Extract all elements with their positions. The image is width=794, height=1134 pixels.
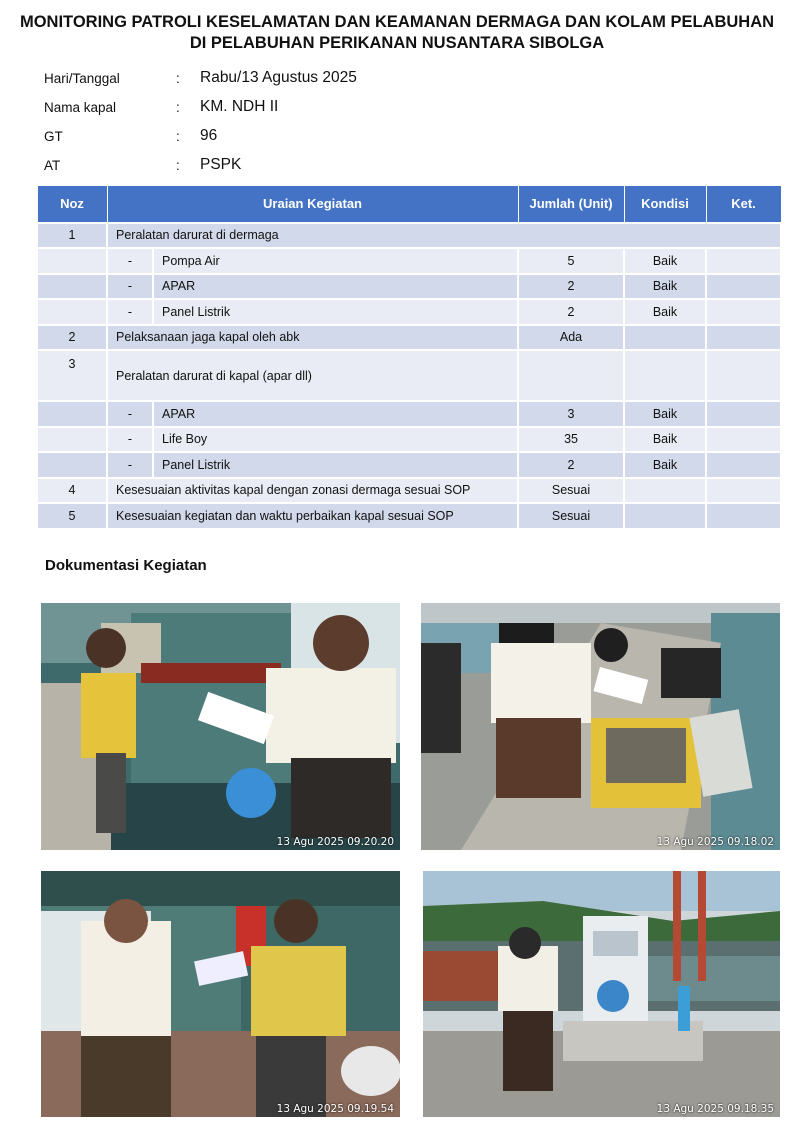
cell-ket [706, 427, 781, 453]
photo-crew-interview [41, 871, 400, 1117]
info-value: PSPK [200, 156, 242, 173]
info-value: Rabu/13 Agustus 2025 [200, 69, 357, 86]
monitoring-table [36, 185, 782, 530]
header-uraian: Uraian Kegiatan [107, 186, 518, 223]
cell-no [37, 299, 107, 325]
cell-kondisi [624, 503, 706, 529]
vessel-info [44, 66, 544, 182]
cell-jumlah: Sesuai [518, 503, 624, 529]
table-row [37, 478, 781, 504]
documentation-title: Dokumentasi Kegiatan [45, 557, 207, 574]
cell-jumlah [518, 350, 624, 401]
photo-dock-inspection [421, 603, 780, 850]
table-header-row [37, 186, 781, 223]
cell-item: Panel Listrik [153, 452, 518, 478]
cell-kondisi: Baik [624, 274, 706, 300]
photo-crew-interview-image [41, 871, 400, 1117]
cell-ket [706, 503, 781, 529]
cell-jumlah: 2 [518, 274, 624, 300]
cell-dash: - [107, 427, 153, 453]
cell-jumlah: Sesuai [518, 478, 624, 504]
cell-no [37, 452, 107, 478]
info-row-gt [44, 124, 544, 153]
photo-cabin-inspection [41, 603, 400, 850]
cell-kondisi: Baik [624, 401, 706, 427]
table-row [37, 503, 781, 529]
cell-item: Pompa Air [153, 248, 518, 274]
photo-timestamp: 13 Agu 2025 09.18.35 [656, 1103, 774, 1115]
cell-kondisi [624, 325, 706, 351]
info-colon: : [176, 158, 180, 173]
info-row-date [44, 66, 544, 95]
table-row [37, 248, 781, 274]
photo-panel-station-image [423, 871, 780, 1117]
cell-uraian: Pelaksanaan jaga kapal oleh abk [107, 325, 518, 351]
cell-ket [706, 478, 781, 504]
title-line-1: MONITORING PATROLI KESELAMATAN DAN KEAMANAN DERMAGA DAN KOLAM PELABUHAN [19, 13, 775, 31]
header-ket: Ket. [706, 186, 781, 223]
info-colon: : [176, 100, 180, 115]
cell-no: 4 [37, 478, 107, 504]
cell-kondisi [624, 350, 706, 401]
cell-ket [706, 401, 781, 427]
cell-uraian: Peralatan darurat di kapal (apar dll) [107, 350, 518, 401]
table-row [37, 274, 781, 300]
table-row [37, 325, 781, 351]
table-row [37, 452, 781, 478]
cell-jumlah: 2 [518, 452, 624, 478]
info-colon: : [176, 71, 180, 86]
table-row [37, 350, 781, 401]
cell-item: APAR [153, 401, 518, 427]
cell-item: Panel Listrik [153, 299, 518, 325]
info-value: KM. NDH II [200, 98, 279, 115]
cell-kondisi: Baik [624, 299, 706, 325]
cell-item: APAR [153, 274, 518, 300]
info-row-ship-name [44, 95, 544, 124]
info-row-at [44, 153, 544, 182]
photo-timestamp: 13 Agu 2025 09.20.20 [276, 836, 394, 848]
document-title [0, 12, 794, 54]
cell-no [37, 427, 107, 453]
cell-no [37, 248, 107, 274]
cell-jumlah: Ada [518, 325, 624, 351]
cell-dash: - [107, 248, 153, 274]
cell-kondisi: Baik [624, 452, 706, 478]
info-value: 96 [200, 127, 218, 144]
cell-kondisi [624, 478, 706, 504]
cell-uraian: Kesesuaian kegiatan dan waktu perbaikan kapal sesuai SOP [107, 503, 518, 529]
cell-kondisi: Baik [624, 427, 706, 453]
cell-no: 2 [37, 325, 107, 351]
table-row [37, 299, 781, 325]
cell-ket [706, 325, 781, 351]
info-colon: : [176, 129, 180, 144]
cell-ket [706, 248, 781, 274]
title-line-2: DI PELABUHAN PERIKANAN NUSANTARA SIBOLGA [189, 34, 605, 52]
table-row [37, 401, 781, 427]
cell-jumlah: 3 [518, 401, 624, 427]
photo-dock-inspection-image [421, 603, 780, 850]
cell-ket [706, 452, 781, 478]
table-row [37, 223, 781, 249]
cell-jumlah: 35 [518, 427, 624, 453]
cell-uraian: Kesesuaian aktivitas kapal dengan zonasi dermaga sesuai SOP [107, 478, 518, 504]
cell-ket [706, 274, 781, 300]
cell-jumlah: 2 [518, 299, 624, 325]
photo-panel-station [423, 871, 780, 1117]
cell-dash: - [107, 452, 153, 478]
cell-jumlah: 5 [518, 248, 624, 274]
cell-item: Life Boy [153, 427, 518, 453]
photo-timestamp: 13 Agu 2025 09.18.02 [656, 836, 774, 848]
table-row [37, 427, 781, 453]
info-label: Nama kapal [44, 100, 117, 115]
header-no: Noz [37, 186, 107, 223]
cell-ket [706, 350, 781, 401]
header-kondisi: Kondisi [624, 186, 706, 223]
photo-cabin-inspection-image [41, 603, 400, 850]
info-label: GT [44, 129, 63, 144]
cell-no [37, 274, 107, 300]
cell-dash: - [107, 299, 153, 325]
cell-uraian: Peralatan darurat di dermaga [107, 223, 781, 249]
info-label: Hari/Tanggal [44, 71, 120, 86]
info-label: AT [44, 158, 61, 173]
cell-no: 3 [37, 350, 107, 401]
cell-ket [706, 299, 781, 325]
cell-no [37, 401, 107, 427]
cell-no: 1 [37, 223, 107, 249]
cell-kondisi: Baik [624, 248, 706, 274]
photo-timestamp: 13 Agu 2025 09.19.54 [276, 1103, 394, 1115]
header-jumlah: Jumlah (Unit) [518, 186, 624, 223]
cell-dash: - [107, 274, 153, 300]
cell-dash: - [107, 401, 153, 427]
cell-no: 5 [37, 503, 107, 529]
